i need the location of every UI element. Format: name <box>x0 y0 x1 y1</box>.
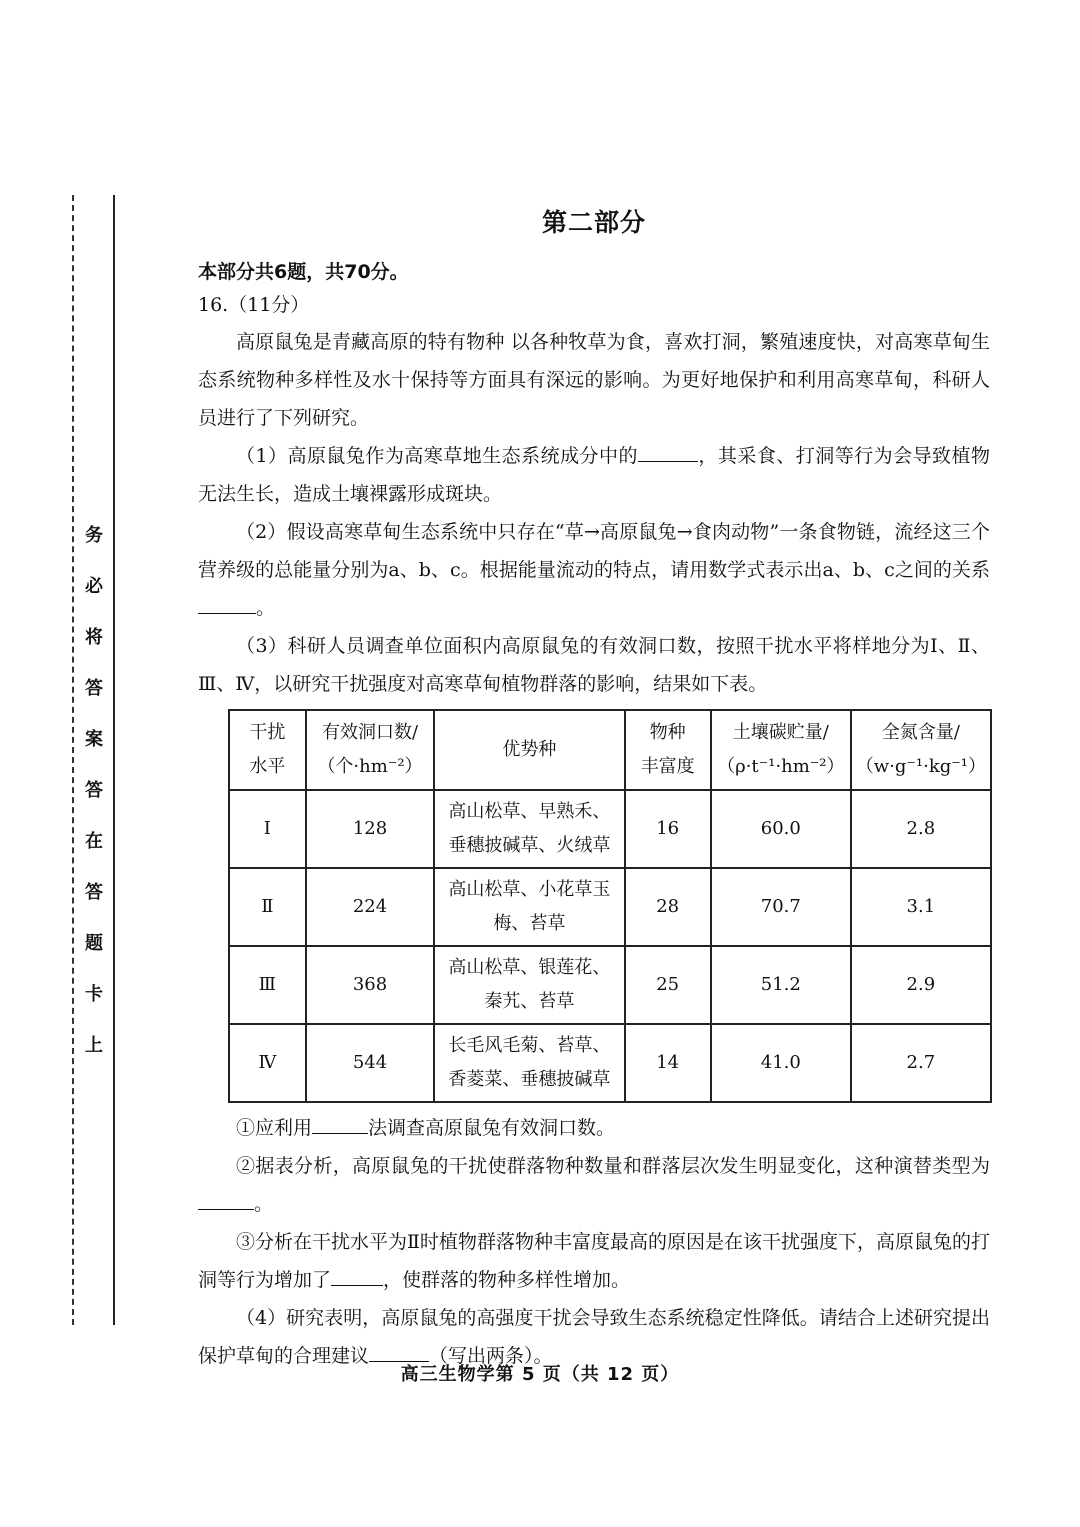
text: （个·hm⁻²） <box>317 756 423 777</box>
answer-blank[interactable] <box>312 1113 368 1134</box>
text: 全氮含量/ <box>881 722 960 743</box>
table-row <box>229 868 991 946</box>
text: 干扰 <box>249 722 286 743</box>
text: 长毛风毛菊、苔草、 <box>448 1035 611 1056</box>
header-dominant: 优势种 <box>434 710 624 790</box>
answer-blank[interactable] <box>369 1341 429 1362</box>
cell-level: Ⅰ <box>229 790 306 868</box>
text: 土壤碳贮量/ <box>732 722 829 743</box>
cell-nitrogen: 2.7 <box>851 1024 991 1102</box>
text: 高山松草、早熟禾、 <box>448 801 611 822</box>
text: 。 <box>254 1193 274 1215</box>
cell-nitrogen: 3.1 <box>851 868 991 946</box>
section-title: 第二部分 <box>541 208 646 237</box>
subquestion-3-3 <box>198 1223 990 1299</box>
margin-note: 务必将答案答在答题卡上 <box>85 525 103 1056</box>
section-intro: 本部分共6题，共70分。 <box>198 261 409 283</box>
subquestion-1 <box>198 437 990 513</box>
cell-richness: 25 <box>625 946 711 1024</box>
cell-level: Ⅳ <box>229 1024 306 1102</box>
header-level <box>229 710 306 790</box>
cell-holes: 544 <box>306 1024 435 1102</box>
text: 物种 <box>649 722 686 743</box>
cell-dominant <box>434 1024 624 1102</box>
cell-dominant <box>434 868 624 946</box>
cell-holes: 224 <box>306 868 435 946</box>
text: 。 <box>256 597 276 619</box>
text: （1）高原鼠兔作为高寒草地生态系统成分中的 <box>236 445 638 467</box>
cell-nitrogen: 2.8 <box>851 790 991 868</box>
cell-dominant <box>434 946 624 1024</box>
header-richness <box>625 710 711 790</box>
text: 水平 <box>249 756 286 777</box>
text: ，使群落的物种多样性增加。 <box>383 1269 631 1291</box>
text: 法调查高原鼠兔有效洞口数。 <box>368 1117 616 1139</box>
cell-level: Ⅲ <box>229 946 306 1024</box>
cell-holes: 128 <box>306 790 435 868</box>
text: 高山松草、银莲花、 <box>448 957 611 978</box>
text: 秦艽、苔草 <box>484 991 575 1012</box>
answer-blank[interactable] <box>331 1265 383 1286</box>
cell-carbon: 51.2 <box>711 946 851 1024</box>
binding-solid-line <box>113 195 115 1325</box>
text: ，其采食、打洞等行为会导致植物无法生长，造成土壤裸露形成斑块。 <box>198 445 990 505</box>
question-number: 16.（11分） <box>198 294 310 316</box>
table-row <box>229 1024 991 1102</box>
text: （4）研究表明，高原鼠兔的高强度干扰会导致生态系统稳定性降低。请结合上述研究提出保护草甸的合理建议 <box>198 1307 990 1367</box>
answer-blank[interactable] <box>198 1189 254 1210</box>
answer-blank[interactable] <box>638 441 698 462</box>
table-header-row <box>229 710 991 790</box>
table-row <box>229 790 991 868</box>
text: 丰富度 <box>640 756 695 777</box>
answer-blank[interactable] <box>198 593 256 614</box>
text: 垂穗披碱草、火绒草 <box>448 835 611 856</box>
header-holes <box>306 710 435 790</box>
text: （w·g⁻¹·kg⁻¹） <box>855 756 986 777</box>
cell-level: Ⅱ <box>229 868 306 946</box>
binding-dashed-line <box>72 195 74 1325</box>
text: （2）假设高寒草甸生态系统中只存在“草→高原鼠兔→食肉动物”一条食物链，流经这三个营养级的总能量分别为a、b、c。根据能量流动的特点，请用数学式表示出a、b、c之间的关系 <box>198 521 990 581</box>
table-row <box>229 946 991 1024</box>
cell-carbon: 60.0 <box>711 790 851 868</box>
subquestion-3-1 <box>198 1109 990 1147</box>
cell-nitrogen: 2.9 <box>851 946 991 1024</box>
exam-page <box>198 195 990 1375</box>
header-nitrogen <box>851 710 991 790</box>
header-carbon <box>711 710 851 790</box>
text: （写出两条）。 <box>429 1345 553 1367</box>
subquestion-3-2 <box>198 1147 990 1223</box>
text: 香菱菜、垂穗披碱草 <box>448 1069 611 1090</box>
subquestion-2 <box>198 513 990 627</box>
cell-dominant <box>434 790 624 868</box>
text: 高山松草、小花草玉 <box>448 879 611 900</box>
results-table <box>228 709 992 1103</box>
cell-richness: 28 <box>625 868 711 946</box>
cell-holes: 368 <box>306 946 435 1024</box>
cell-carbon: 70.7 <box>711 868 851 946</box>
text: ③分析在干扰水平为Ⅱ时植物群落物种丰富度最高的原因是在该干扰强度下，高原鼠兔的打洞等行为增加了 <box>198 1231 990 1291</box>
cell-richness: 16 <box>625 790 711 868</box>
question-intro: 高原鼠兔是青藏高原的特有物种 以各种牧草为食，喜欢打洞，繁殖速度快，对高寒草甸生态系统物种多样性及水十保持等方面具有深远的影响。为更好地保护和利用高寒草甸，科研人员进行了下列研究。 <box>198 331 990 429</box>
text: （ρ·t⁻¹·hm⁻²） <box>717 756 845 777</box>
text: ②据表分析，高原鼠兔的干扰使群落物种数量和群落层次发生明显变化，这种演替类型为 <box>236 1155 990 1177</box>
text: 有效洞口数/ <box>321 722 419 743</box>
subquestion-3: （3）科研人员调查单位面积内高原鼠兔的有效洞口数，按照干扰水平将样地分为Ⅰ、Ⅱ、Ⅲ、Ⅳ，以研究干扰强度对高寒草甸植物群落的影响，结果如下表。 <box>198 635 990 695</box>
cell-richness: 14 <box>625 1024 711 1102</box>
text: 梅、苔草 <box>493 913 566 934</box>
cell-carbon: 41.0 <box>711 1024 851 1102</box>
page-footer: 高三生物学第 5 页（共 12 页） <box>400 1364 680 1385</box>
text: ①应利用 <box>236 1117 313 1139</box>
